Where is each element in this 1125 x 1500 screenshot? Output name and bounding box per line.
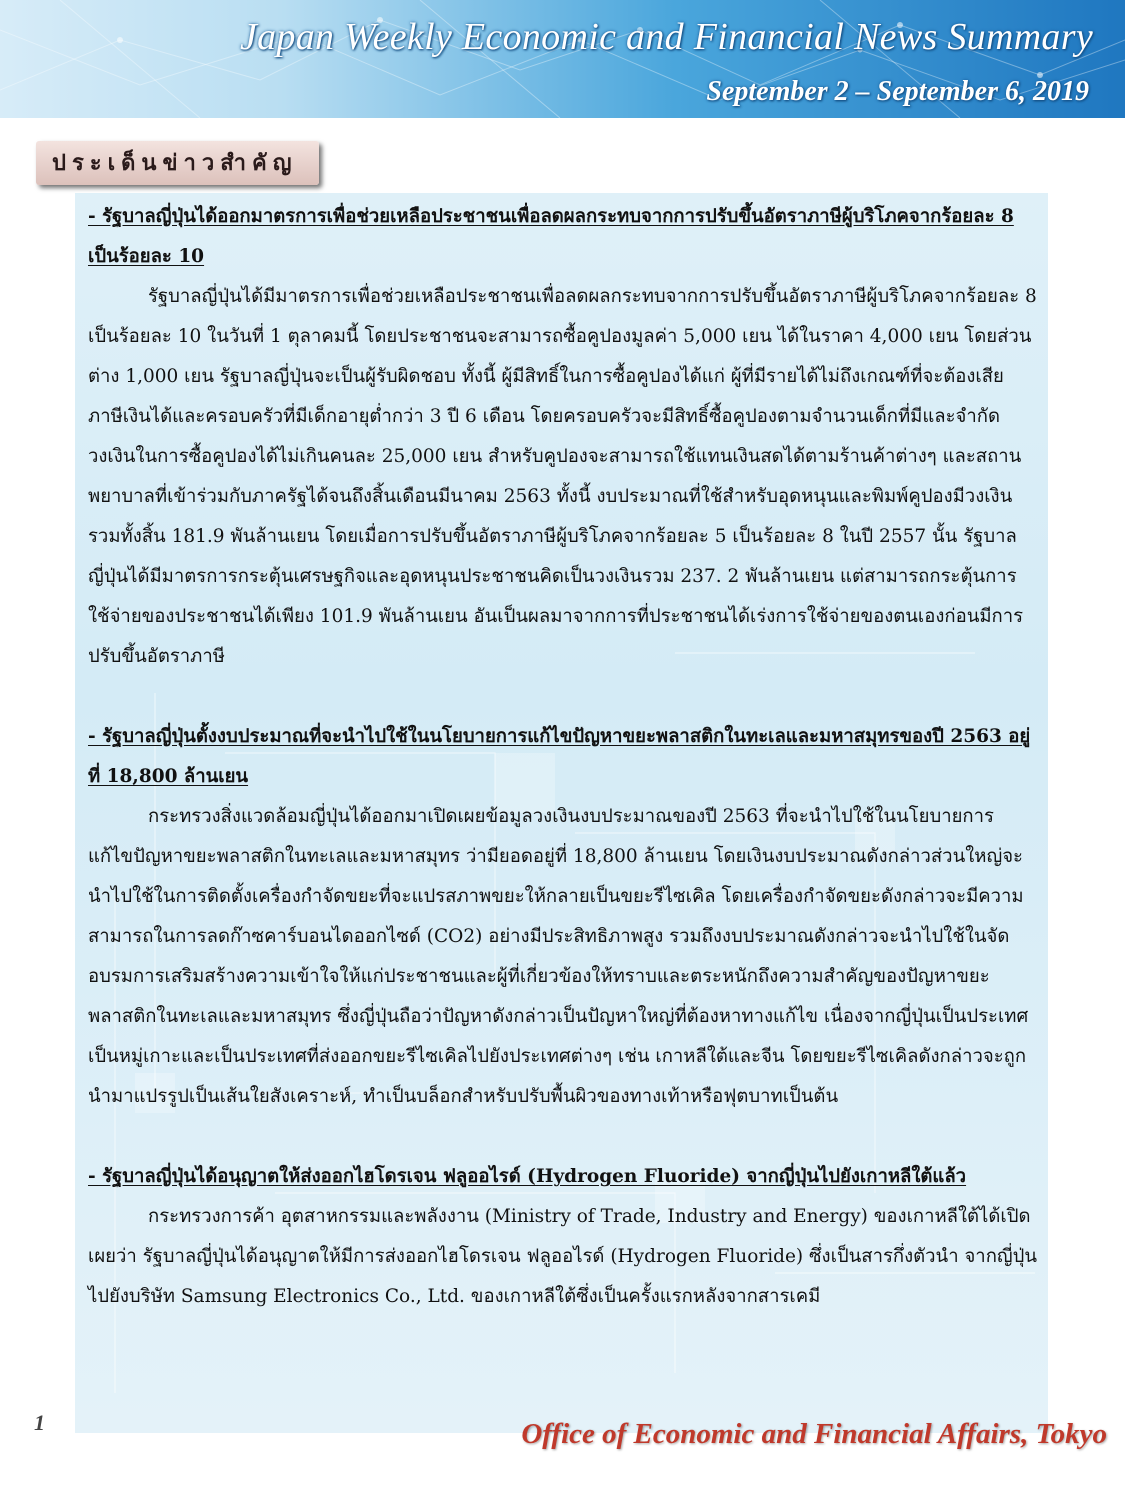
report-date-range: September 2 – September 6, 2019 — [706, 76, 1089, 107]
article-headline: - รัฐบาลญี่ปุ่นได้อนุญาตให้ส่งออกไฮโดรเจน ฟลูออไรด์ (Hydrogen Fluoride) จากญี่ปุ่นไปยังเกาหลีใต้แล้ว — [88, 1166, 967, 1187]
article-spacer — [88, 1117, 1038, 1157]
article-body: กระทรวงการค้า อุตสาหกรรมและพลังงาน (Ministry of Trade, Industry and Energy) ของเกาหลีใต้ได้เปิดเผยว่า รัฐบาลญี่ปุ่นได้อนุญาตให้มีการส่งออกไฮโดรเจน ฟลูออไรด์ (Hydrogen Fluoride) ซึ่งเป็นสารกึ่งตัวนำ จากญี่ปุ่นไปยังบริษัท Samsung Electronics Co., Ltd. ของเกาหลีใต้ซึ่งเป็นครั้งแรกหลังจากสารเคมี — [88, 1206, 1038, 1307]
article-headline: - รัฐบาลญี่ปุ่นตั้งงบประมาณที่จะนำไปใช้ในนโยบายการแก้ไขปัญหาขยะพลาสติกในทะเลและมหาสมุทรของปี 2563 อยู่ที่ 18,800 ล้านเยน — [88, 726, 1031, 787]
news-content — [88, 197, 1038, 1317]
article-spacer — [88, 677, 1038, 717]
article-headline: - รัฐบาลญี่ปุ่นได้ออกมาตรการเพื่อช่วยเหลือประชาชนเพื่อลดผลกระทบจากการปรับขึ้นอัตราภาษีผู้บริโภคจากร้อยละ 8 เป็นร้อยละ 10 — [88, 206, 1014, 267]
news-content-panel — [75, 193, 1048, 1433]
news-article — [88, 717, 1038, 1117]
article-body: กระทรวงสิ่งแวดล้อมญี่ปุ่นได้ออกมาเปิดเผยข้อมูลวงเงินงบประมาณของปี 2563 ที่จะนำไปใช้ในนโยบายการแก้ไขปัญหาขยะพลาสติกในทะเลและมหาสมุทร ว่ามียอดอยู่ที่ 18,800 ล้านเยน โดยเงินงบประมาณดังกล่าวส่วนใหญ่จะนำไปใช้ในการติดตั้งเครื่องกำจัดขยะที่จะแปรสภาพขยะให้กลายเป็นขยะรีไซเคิล โดยเครื่องกำจัดขยะดังกล่าวจะมีความสามารถในการลดก๊าซคาร์บอนไดออกไซด์ (CO2) อย่างมีประสิทธิภาพสูง รวมถึงงบประมาณดังกล่าวจะนำไปใช้ในจัดอบรมการเสริมสร้างความเข้าใจให้แก่ประชาชนและผู้ที่เกี่ยวข้องให้ทราบและตระหนักถึงความสำคัญของปัญหาขยะพลาสติกในทะเลและมหาสมุทร ซึ่งญี่ปุ่นถือว่าปัญหาดังกล่าวเป็นปัญหาใหญ่ที่ต้องหาทางแก้ไข เนื่องจากญี่ปุ่นเป็นประเทศเป็นหมู่เกาะและเป็นประเทศที่ส่งออกขยะรีไซเคิลไปยังประเทศต่างๆ เช่น เกาหลีใต้และจีน โดยขยะรีไซเคิลดังกล่าวจะถูกนำมาแปรรูปเป็นเส้นใยสังเคราะห์, ทำเป็นบล็อกสำหรับปรับพื้นผิวของทางเท้าหรือฟุตบาทเป็นต้น — [88, 806, 1029, 1107]
office-name-footer: Office of Economic and Financial Affairs, Tokyo — [521, 1418, 1107, 1450]
article-body: รัฐบาลญี่ปุ่นได้มีมาตรการเพื่อช่วยเหลือประชาชนเพื่อลดผลกระทบจากการปรับขึ้นอัตราภาษีผู้บริโภคจากร้อยละ 8 เป็นร้อยละ 10 ในวันที่ 1 ตุลาคมนี้ โดยประชาชนจะสามารถซื้อคูปองมูลค่า 5,000 เยน ได้ในราคา 4,000 เยน โดยส่วนต่าง 1,000 เยน รัฐบาลญี่ปุ่นจะเป็นผู้รับผิดชอบ ทั้งนี้ ผู้มีสิทธิ์ในการซื้อคูปองได้แก่ ผู้ที่มีรายได้ไม่ถึงเกณฑ์ที่จะต้องเสียภาษีเงินได้และครอบครัวที่มีเด็กอายุต่ำกว่า 3 ปี 6 เดือน โดยครอบครัวจะมีสิทธิ์ซื้อคูปองตามจำนวนเด็กที่มีและจำกัดวงเงินในการซื้อคูปองได้ไม่เกินคนละ 25,000 เยน สำหรับคูปองจะสามารถใช้แทนเงินสดได้ตามร้านค้าต่างๆ และสถานพยาบาลที่เข้าร่วมกับภาครัฐได้จนถึงสิ้นเดือนมีนาคม 2563 ทั้งนี้ งบประมาณที่ใช้สำหรับอุดหนุนและพิมพ์คูปองมีวงเงินรวมทั้งสิ้น 181.9 พันล้านเยน โดยเมื่อการปรับขึ้นอัตราภาษีผู้บริโภคจากร้อยละ 5 เป็นร้อยละ 8 ในปี 2557 นั้น รัฐบาลญี่ปุ่นได้มีมาตรการกระตุ้นเศรษฐกิจและอุดหนุนประชาชนคิดเป็นวงเงินรวม 237. 2 พันล้านเยน แต่สามารถกระตุ้นการใช้จ่ายของประชาชนได้เพียง 101.9 พันล้านเยน อันเป็นผลมาจากการที่ประชาชนได้เร่งการใช้จ่ายของตนเองก่อนมีการปรับขึ้นอัตราภาษี — [88, 286, 1037, 667]
news-article — [88, 1157, 1038, 1317]
section-label-tab: ประเด็นข่าวสำคัญ — [36, 141, 319, 185]
news-article — [88, 197, 1038, 677]
page-number: 1 — [34, 1410, 45, 1435]
header-banner — [0, 0, 1125, 118]
report-title: Japan Weekly Economic and Financial News Summary — [239, 16, 1093, 58]
